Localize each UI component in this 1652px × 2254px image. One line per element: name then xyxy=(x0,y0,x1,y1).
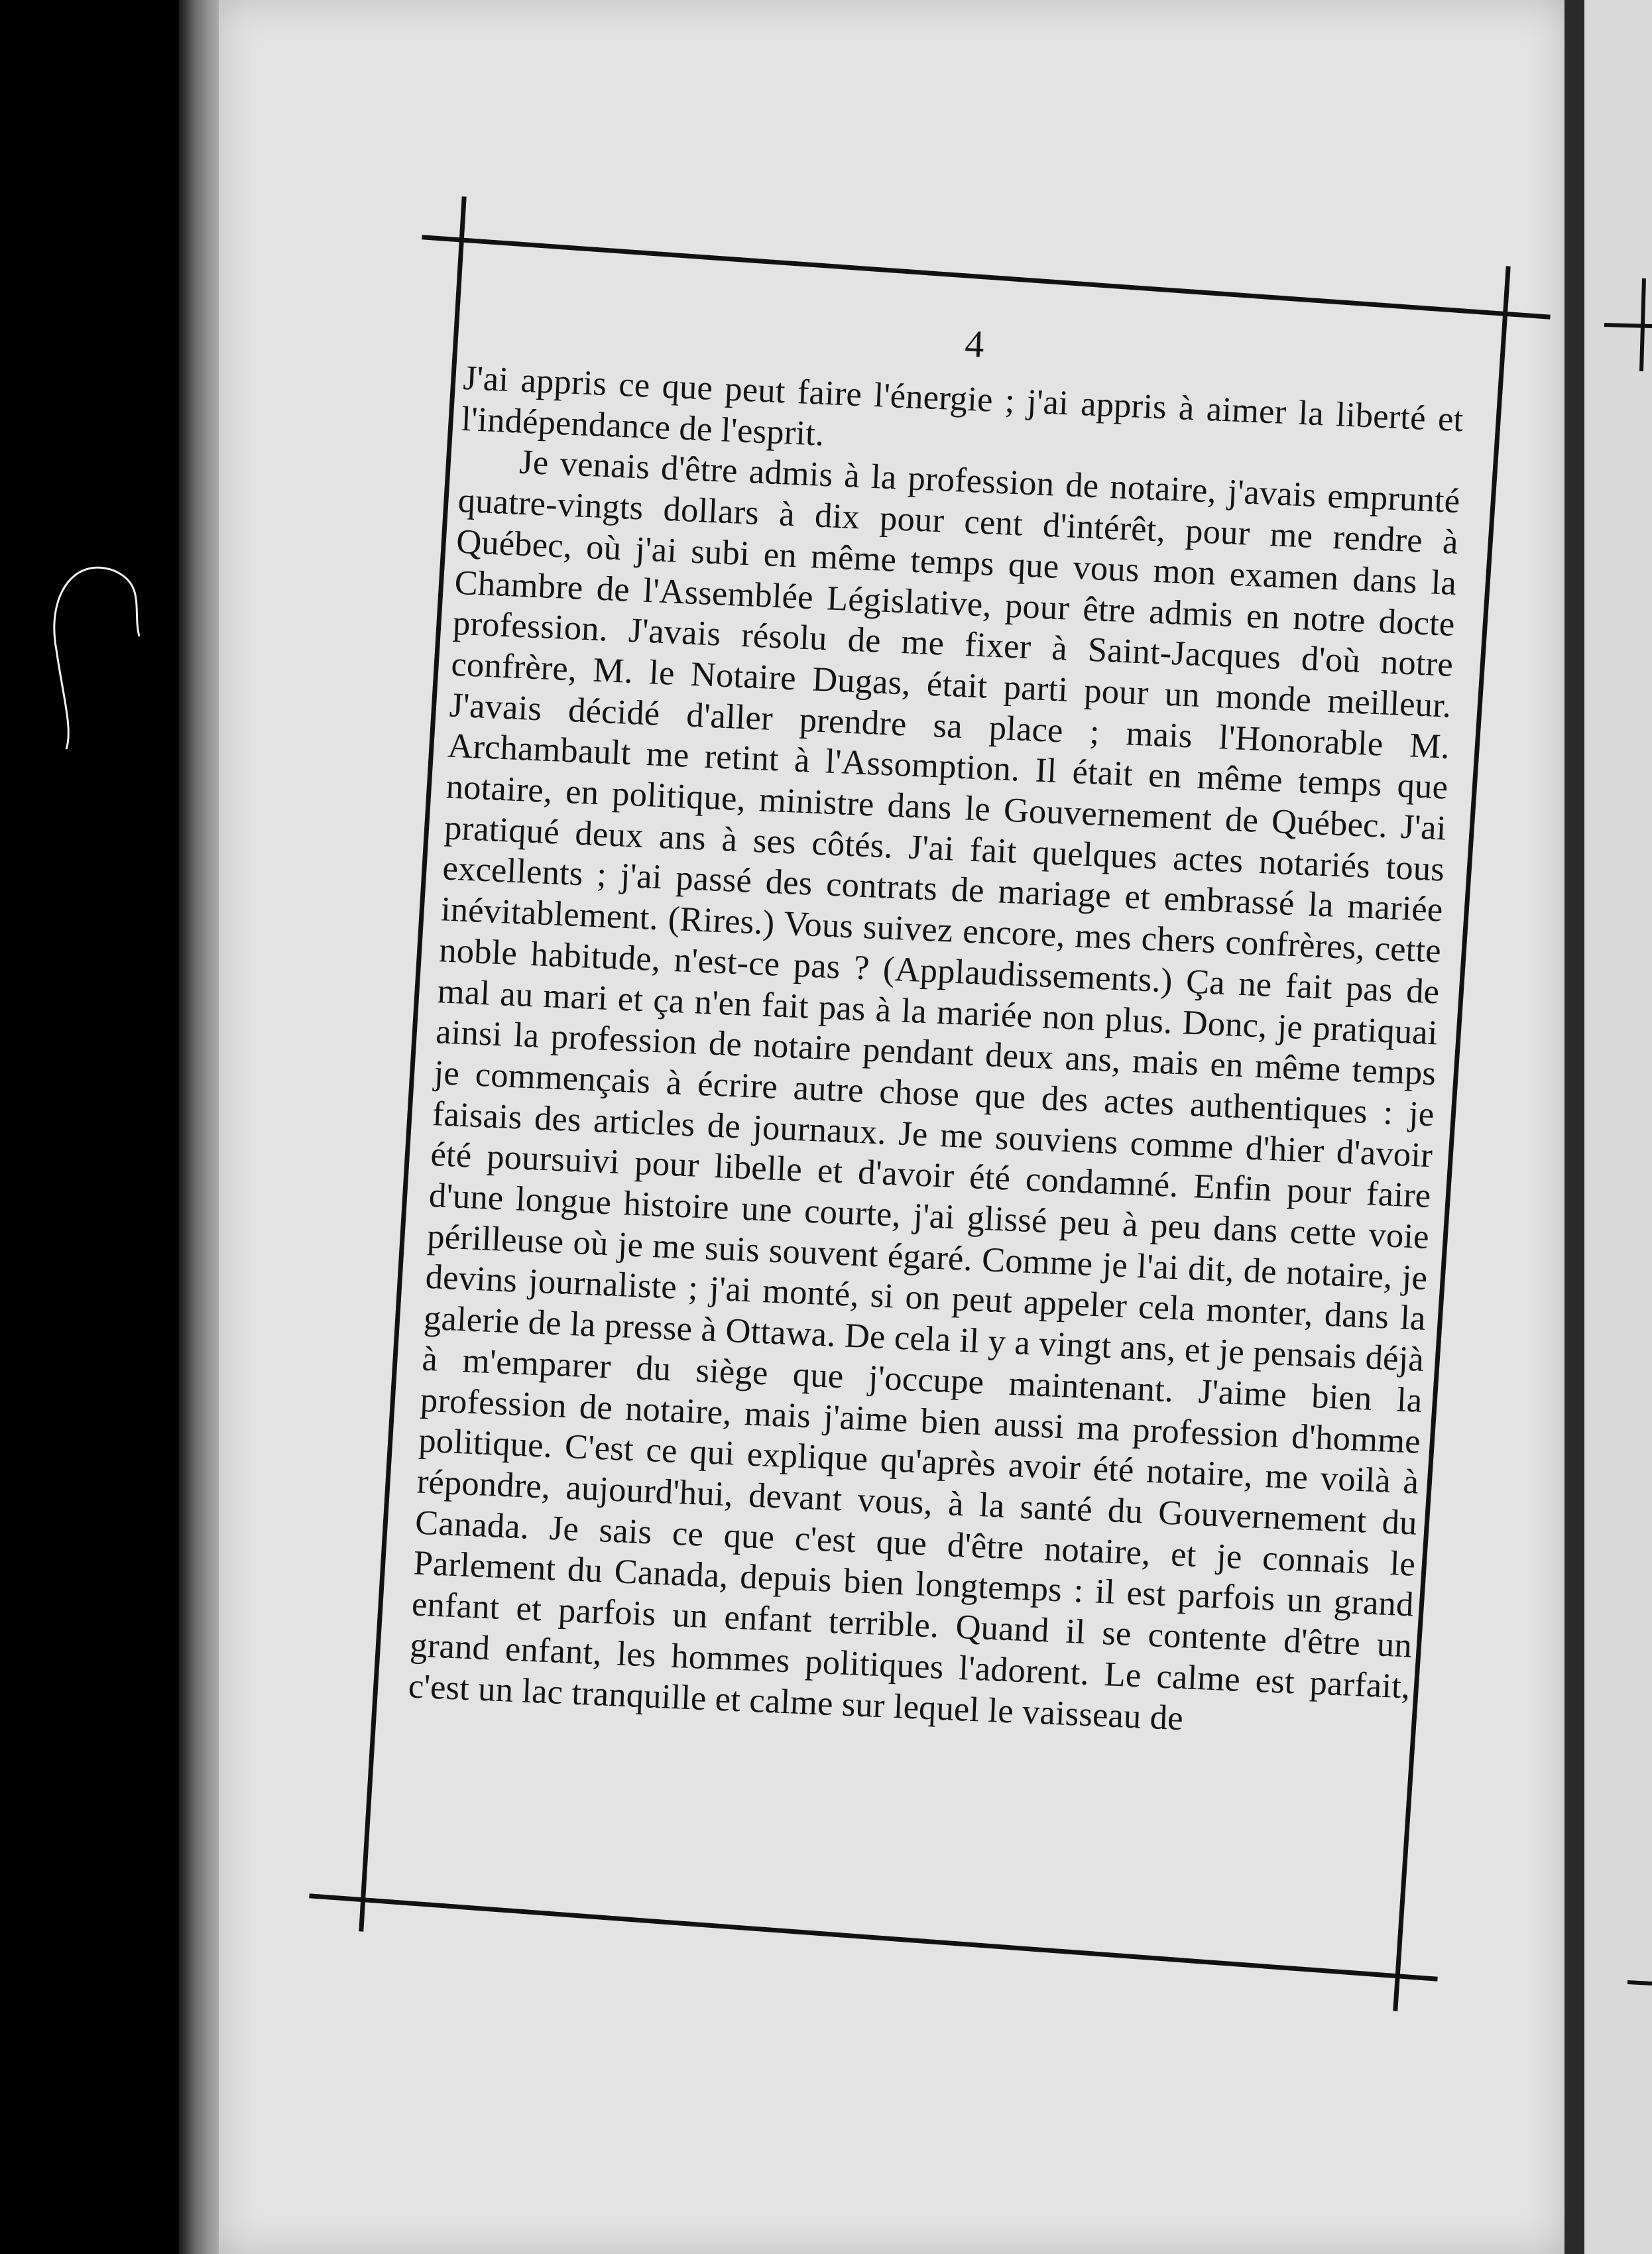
paragraph-1: J'ai appris ce que peut faire l'énergie ; j'ai appris à aimer la liberté et l'indépendance de l'esprit. xyxy=(460,358,1464,453)
adjacent-page-edge xyxy=(1584,0,1652,2254)
page-number: 4 xyxy=(964,322,985,366)
paragraph-2: Je venais d'être admis à la profession de notaire, j'avais emprunté quatre-vingts dollars à dix pour cent d'intérêt, pour me rendre à Québec, où j'ai subi en même temps que vous mon examen dans la Chambre de l'Assemblée Législative, pour être admis en notre docte profession. J'avais résolu de me fixer à Saint-Jacques d'où notre confrère, M. le Notaire Dugas, était parti pour un monde meilleur. J'avais décidé d'aller prendre sa place ; mais l'Honorable M. Archambault me retint à l'Assomption. Il était en même temps que notaire, en politique, ministre dans le Gouvernement de Québec. J'ai pratiqué deux ans à ses côtés. J'ai fait quelques actes notariés tous excellents ; j'ai passé des contrats de mariage et embrassé la mariée inévitablement. (Rires.) Vous suivez encore, mes chers confrères, cette noble habitude, n'est-ce pas ? (Applaudissements.) Ça ne fait pas de mal au mari et ça n'en fait pas à la mariée non plus. Donc, je pratiquai ainsi la profession de notaire pendant deux ans, mais en même temps je commençais à écrire autre chose que des actes authentiques : je faisais des articles de journaux. Je me souviens comme d'hier d'avoir été poursuivi pour libelle et d'avoir été condamné. Enfin pour faire d'une longue histoire une courte, j'ai glissé peu à peu dans cette voie périlleuse où je me suis souvent égaré. Comme je l'ai dit, de notaire, je devins journaliste ; j'ai monté, si on peut appeler cela monter, dans la galerie de la presse à Ottawa. De cela il y a vingt ans, et je pensais déjà à m'emparer du siège que j'occupe maintenant. J'aime bien la profession de notaire, mais j'aime bien aussi ma profession d'homme politique. C'est ce qui explique qu'après avoir été notaire, me voilà à répondre, aujourd'hui, devant vous, à la santé du Gouvernement du Canada. Je sais ce que c'est que d'être notaire, et je connais le Parlement du Canada, depuis bien longtemps : il est parfois un grand enfant et parfois un enfant terrible. Quand il se contente d'être un grand enfant, les hommes politiques l'adorent. Le calme est parfait, c'est un lac tranquille et calme sur lequel le vaisseau de xyxy=(407,443,1461,1738)
body-text xyxy=(408,358,1464,1749)
stray-thread xyxy=(54,567,139,749)
page-gutter xyxy=(1564,0,1584,2254)
